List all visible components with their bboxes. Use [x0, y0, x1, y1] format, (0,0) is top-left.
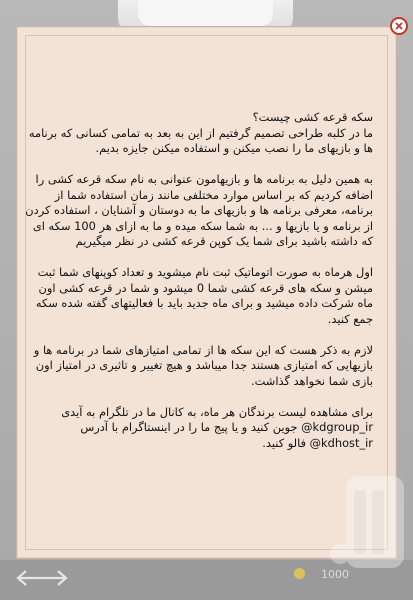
paragraph-winners-list: برای مشاهده لیست برندگان هر ماه، به کانال ما در تلگرام به آیدی kdgroup_ir@ جوین کنید و یا پیج ما را در اینستاگرام با آدرس kdhost_ir@ فالو کنید. [61, 404, 373, 450]
paragraph-how-it-works: به همین دلیل به برنامه ها و بازیهامون عنوانی به نام سکه قرعه کشی را اضافه کردیم که بر اساس موارد مختلفی مانند زمان استفاده شما از برنامه، معرفی برنامه ها و بازیهای ما به دوستان و آشنایان ، استفاده کردن از برنامه و یا بازیها و ... به شما سکه میده و ما به ازای هر 100 سکه ای که داشته باشید برای شما یک کوپن قرعه کشی در نظر میگیریم [25, 172, 373, 248]
top-light-inner-decoration [138, 0, 273, 26]
paragraph-monthly-registration: اول هرماه به صورت اتوماتیک ثبت نام میشوید و تعداد کوپنهای شما ثبت میشن و سکه های قرعه کشی شما 0 میشود و شما در قرعه کشی اون ماه شرکت داده میشید و برای ماه جدید باید با فعالیتهای گفته شده سکه جمع کنید. [35, 265, 373, 326]
paragraph-intro: ما در کلبه طراحی تصمیم گرفتیم از این به بعد به تمامی کسانی که برنامه ها و بازیهای ما را نصب میکنن و استفاده میکنن جایزه بدیم. [28, 125, 373, 155]
close-button[interactable] [390, 17, 408, 35]
dialog-title: سکه قرعه کشی چیست؟ [252, 110, 373, 124]
paragraph-separate-points: لازم به ذکر هست که این سکه ها از تمامی امتیازهای شما در برنامه ها و بازیهایی که امتیازی هستند جدا میباشد و هیچ تغییر و تاثیری در امتیاز اون بازی شما نخواهد گذاشت. [33, 342, 373, 388]
close-icon [394, 21, 404, 31]
coin-icon [294, 568, 305, 579]
double-arrow-icon[interactable] [12, 566, 72, 590]
coin-count: 1000 [321, 568, 349, 581]
dialog-body [24, 110, 373, 467]
app-logo-watermark [318, 468, 410, 576]
